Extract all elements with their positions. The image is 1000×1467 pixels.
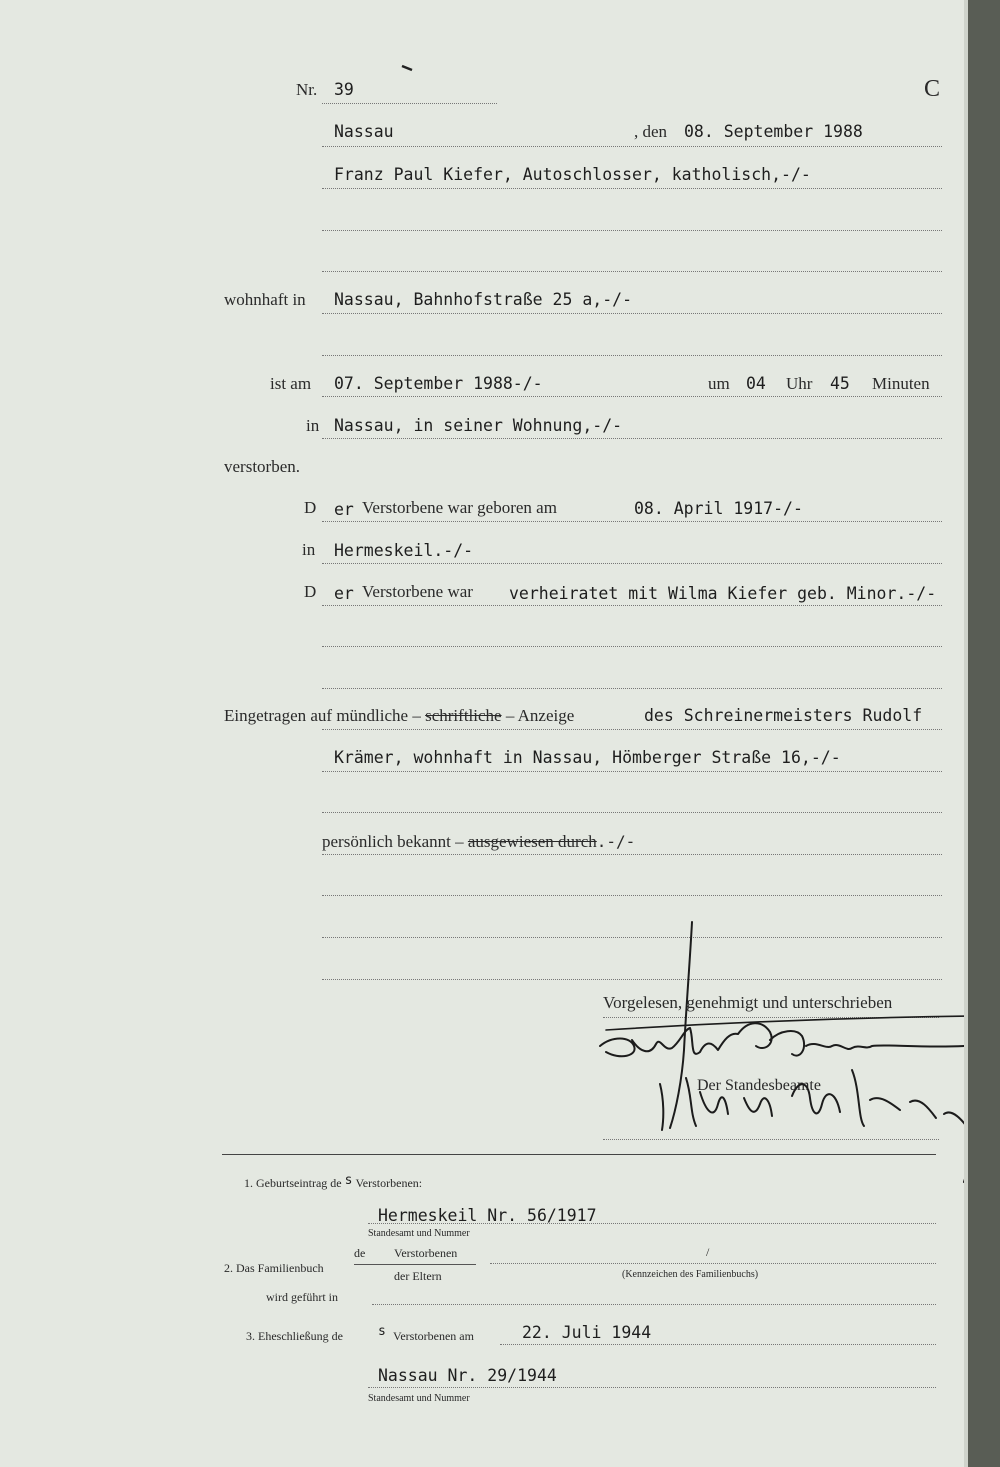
- identity-label: persönlich bekannt –: [322, 832, 464, 851]
- family-book-de: de: [354, 1246, 366, 1260]
- marital-label: Verstorbene war: [362, 582, 473, 601]
- den-label: , den: [634, 122, 668, 141]
- birth-place: Hermeskeil.-/-: [334, 541, 474, 560]
- official-label: Der Standesbeamte: [697, 1077, 821, 1094]
- family-book-caption: (Kennzeichen des Familienbuchs): [622, 1269, 759, 1280]
- minuten-label: Minuten: [872, 374, 930, 393]
- marriage-value: Nassau Nr. 29/1944: [378, 1366, 557, 1385]
- death-place: Nassau, in seiner Wohnung,-/-: [334, 416, 623, 435]
- report-value-2: Krämer, wohnhaft in Nassau, Hömberger Straße 16,-/-: [334, 748, 841, 767]
- report-label-b: – Anzeige: [505, 706, 575, 725]
- birth-entry-fill: s: [344, 1173, 353, 1188]
- signature-informant-flourish: [606, 1016, 968, 1030]
- report-struck: schriftliche: [425, 706, 502, 725]
- family-book-opt1: Verstorbenen: [394, 1246, 458, 1260]
- birth-entry-value: Hermeskeil Nr. 56/1917: [378, 1206, 597, 1225]
- death-place-label: in: [306, 416, 320, 435]
- birth-entry-label-a: 1. Geburtseintrag de: [244, 1176, 342, 1190]
- marriage-date: 22. Juli 1944: [522, 1323, 652, 1342]
- death-date-label: ist am: [270, 374, 312, 393]
- birth-date: 08. April 1917-/-: [634, 499, 803, 518]
- marital-value: verheiratet mit Wilma Kiefer geb. Minor.-/-: [509, 584, 937, 603]
- report-value-1: des Schreinermeisters Rudolf: [644, 706, 923, 725]
- family-book-slash: /: [706, 1245, 710, 1259]
- ink-mark: [402, 66, 412, 70]
- identity-suffix: .-/-: [596, 832, 636, 851]
- signature-informant: [600, 1023, 964, 1056]
- marital-d-letter: D: [304, 582, 317, 601]
- marital-er-fill: er: [334, 584, 354, 603]
- read-approved-label: Vorgelesen, genehmigt und unterschrieben: [603, 993, 893, 1012]
- form-letter: C: [924, 76, 941, 102]
- death-minute: 45: [830, 374, 850, 393]
- signature-official: [660, 1070, 968, 1182]
- birth-place-label: in: [302, 540, 316, 559]
- identity-struck: ausgewiesen durch: [467, 832, 597, 851]
- marriage-caption: Standesamt und Nummer: [368, 1393, 470, 1404]
- family-book-label: 2. Das Familienbuch: [224, 1261, 324, 1275]
- birth-entry-caption: Standesamt und Nummer: [368, 1228, 470, 1239]
- marriage-label-b: Verstorbenen am: [393, 1329, 474, 1343]
- page-edge: [968, 0, 1000, 1467]
- residence-value: Nassau, Bahnhofstraße 25 a,-/-: [334, 290, 633, 309]
- place-value: Nassau: [334, 122, 394, 141]
- birth-d-letter: D: [304, 498, 317, 517]
- birth-entry-label-b: Verstorbenen:: [355, 1176, 423, 1190]
- family-book-opt2: der Eltern: [394, 1269, 442, 1283]
- family-book-kept-label: wird geführt in: [266, 1290, 338, 1304]
- verstorben-label: verstorben.: [224, 457, 301, 476]
- marriage-fill: s: [378, 1324, 386, 1339]
- death-hour: 04: [746, 374, 766, 393]
- person-line: Franz Paul Kiefer, Autoschlosser, katholisch,-/-: [334, 165, 811, 184]
- uhr-label: Uhr: [786, 374, 813, 393]
- birth-er-fill: er: [334, 500, 354, 519]
- marriage-label-a: 3. Eheschließung de: [246, 1329, 343, 1343]
- nr-value: 39: [334, 80, 354, 99]
- residence-label: wohnhaft in: [224, 290, 306, 309]
- birth-label: Verstorbene war geboren am: [362, 498, 557, 517]
- nr-label: Nr.: [296, 80, 318, 99]
- death-date: 07. September 1988-/-: [334, 374, 543, 393]
- entry-date: 08. September 1988: [684, 122, 863, 141]
- report-label-a: Eingetragen auf mündliche –: [224, 706, 421, 725]
- um-label: um: [708, 374, 730, 393]
